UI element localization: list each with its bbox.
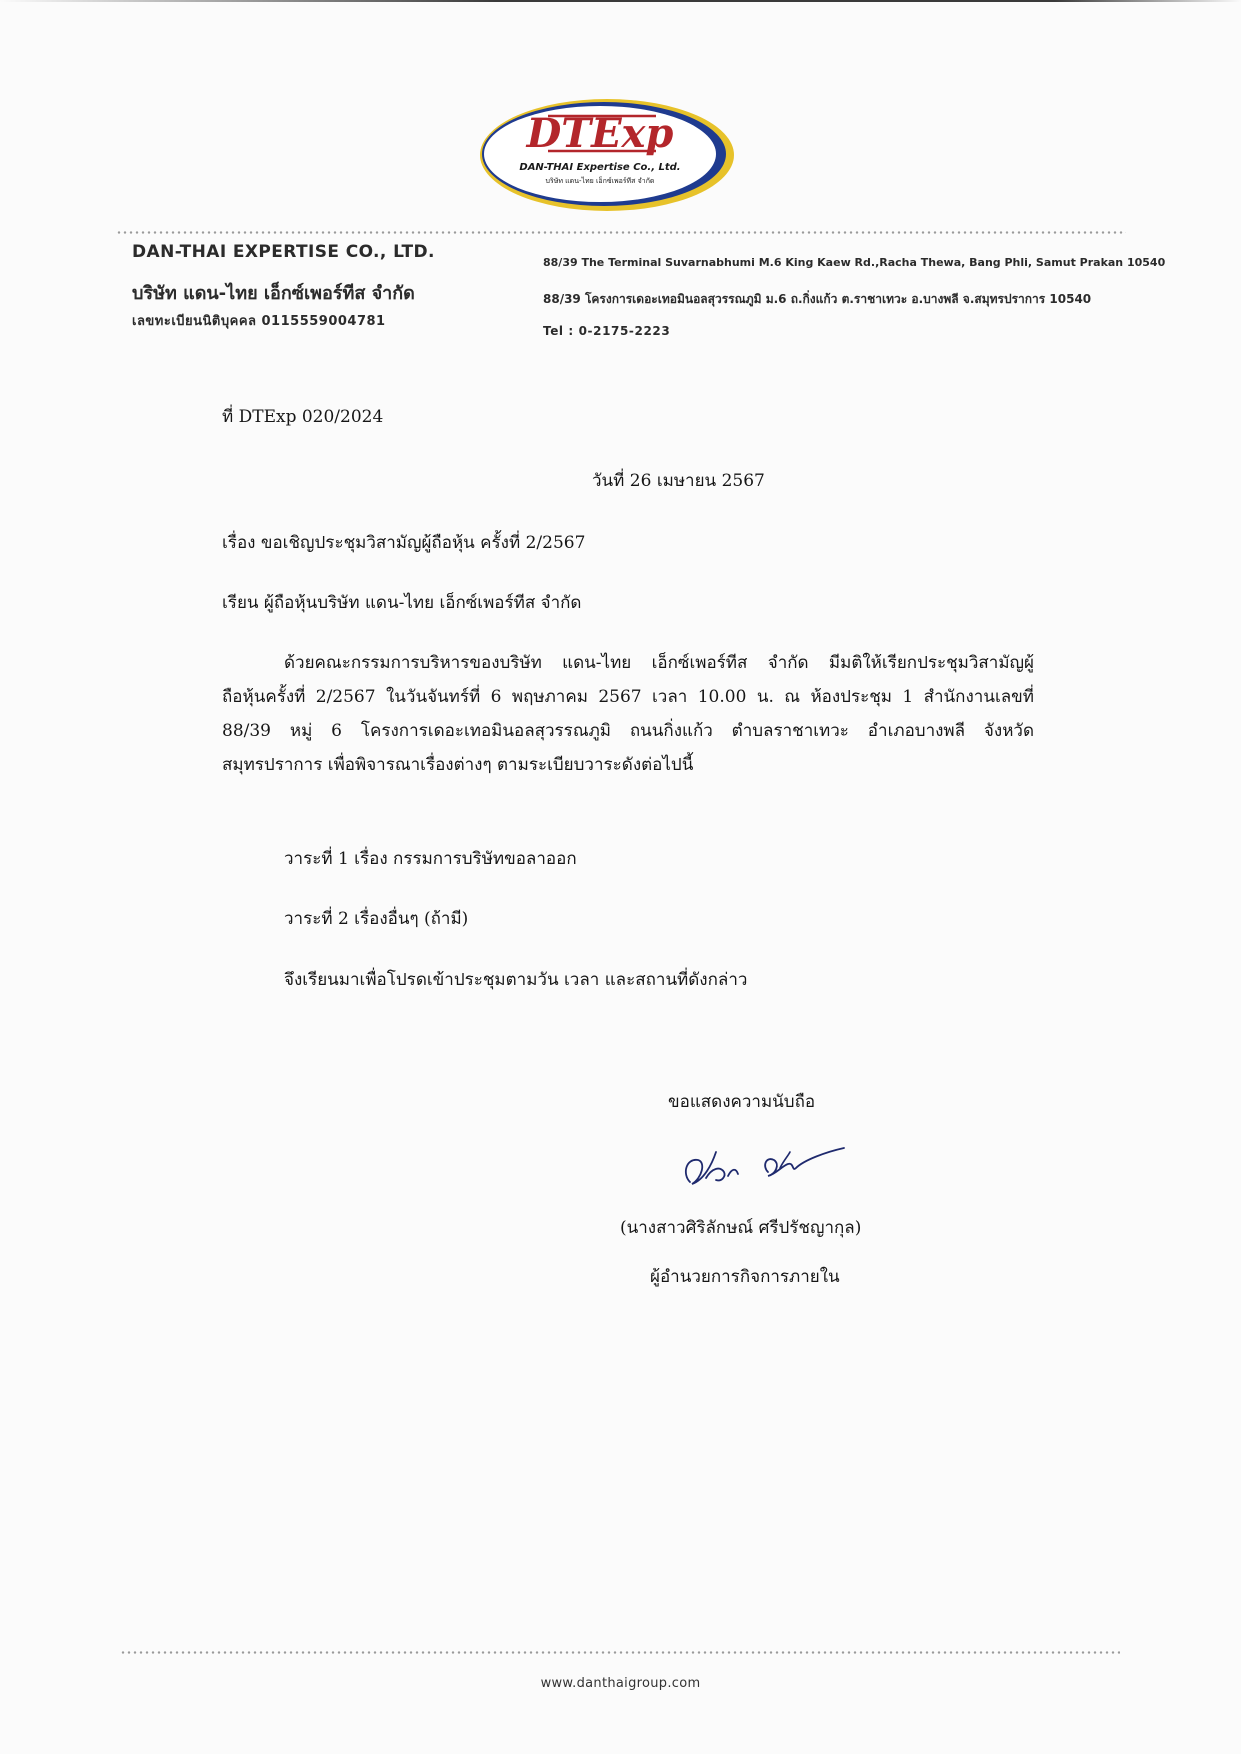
logo-company-th: บริษัท แดน-ไทย เอ็กซ์เพอร์ทีส จำกัด: [545, 177, 655, 185]
address-en: 88/39 The Terminal Suvarnabhumi M.6 King Kaew Rd.,Racha Thewa, Bang Phli, Samut Prakan 10540: [543, 256, 1166, 269]
letter-subject: เรื่อง ขอเชิญประชุมวิสามัญผู้ถือหุ้น ครั้งที่ 2/2567: [222, 533, 586, 553]
signature: [676, 1138, 846, 1200]
body-line: สมุทรปราการ เพื่อพิจารณาเรื่องต่างๆ ตามระเบียบวาระดังต่อไปนี้: [222, 755, 694, 775]
logo-company-en: DAN-THAI Expertise Co., Ltd.: [519, 162, 681, 173]
salutation: ขอแสดงความนับถือ: [668, 1092, 816, 1112]
letter-date: วันที่ 26 เมษายน 2567: [592, 471, 765, 491]
footer-dotted-divider: [120, 1651, 1120, 1654]
reference-number: ที่ DTExp 020/2024: [222, 407, 384, 427]
letterhead-left: [132, 242, 462, 331]
closing-request: จึงเรียนมาเพื่อโปรดเข้าประชุมตามวัน เวลา และสถานที่ดังกล่าว: [284, 970, 748, 990]
body-line: ด้วยคณะกรรมการบริหารของบริษัท แดน-ไทย เอ็กซ์เพอร์ทีส จำกัด มีมติให้เรียกประชุมวิสามัญผู้: [284, 653, 1034, 673]
body-paragraph: [222, 646, 1034, 782]
company-name-th: บริษัท แดน-ไทย เอ็กซ์เพอร์ทีส จำกัด: [132, 283, 415, 304]
body-line: 88/39 หมู่ 6 โครงการเดอะเทอมินอลสุวรรณภูมิ ถนนกิ่งแก้ว ตำบลราชาเทวะ อำเภอบางพลี จังหวัด: [222, 721, 1034, 741]
logo-brand-text: DTExp: [526, 110, 674, 157]
letterhead-right: [543, 256, 1166, 338]
agenda-item: วาระที่ 2 เรื่องอื่นๆ (ถ้ามี): [284, 909, 469, 929]
letter-recipient: เรียน ผู้ถือหุ้นบริษัท แดน-ไทย เอ็กซ์เพอร์ทีส จำกัด: [222, 593, 582, 613]
agenda-item: วาระที่ 1 เรื่อง กรรมการบริษัทขอลาออก: [284, 849, 577, 869]
registration-number: เลขทะเบียนนิติบุคคล 0115559004781: [132, 314, 386, 329]
footer-website: www.danthaigroup.com: [540, 1676, 701, 1691]
top-edge-line: [0, 0, 1241, 2]
address-th: 88/39 โครงการเดอะเทอมินอลสุวรรณภูมิ ม.6 ถ.กิ่งแก้ว ต.ราชาเทวะ อ.บางพลี จ.สมุทรปราการ 10540: [543, 292, 1092, 306]
header-dotted-divider: [116, 231, 1126, 234]
signatory-name: (นางสาวศิริลักษณ์ ศรีปรัชญากุล): [620, 1218, 862, 1238]
body-line: ถือหุ้นครั้งที่ 2/2567 ในวันจันทร์ที่ 6 พฤษภาคม 2567 เวลา 10.00 น. ณ ห้องประชุม 1 สำนักงานเลขที่: [222, 687, 1034, 707]
company-logo: [478, 96, 736, 214]
company-name-en: DAN-THAI EXPERTISE CO., LTD.: [132, 242, 435, 262]
telephone: Tel : 0-2175-2223: [543, 324, 671, 338]
signatory-title: ผู้อำนวยการกิจการภายใน: [650, 1267, 840, 1287]
